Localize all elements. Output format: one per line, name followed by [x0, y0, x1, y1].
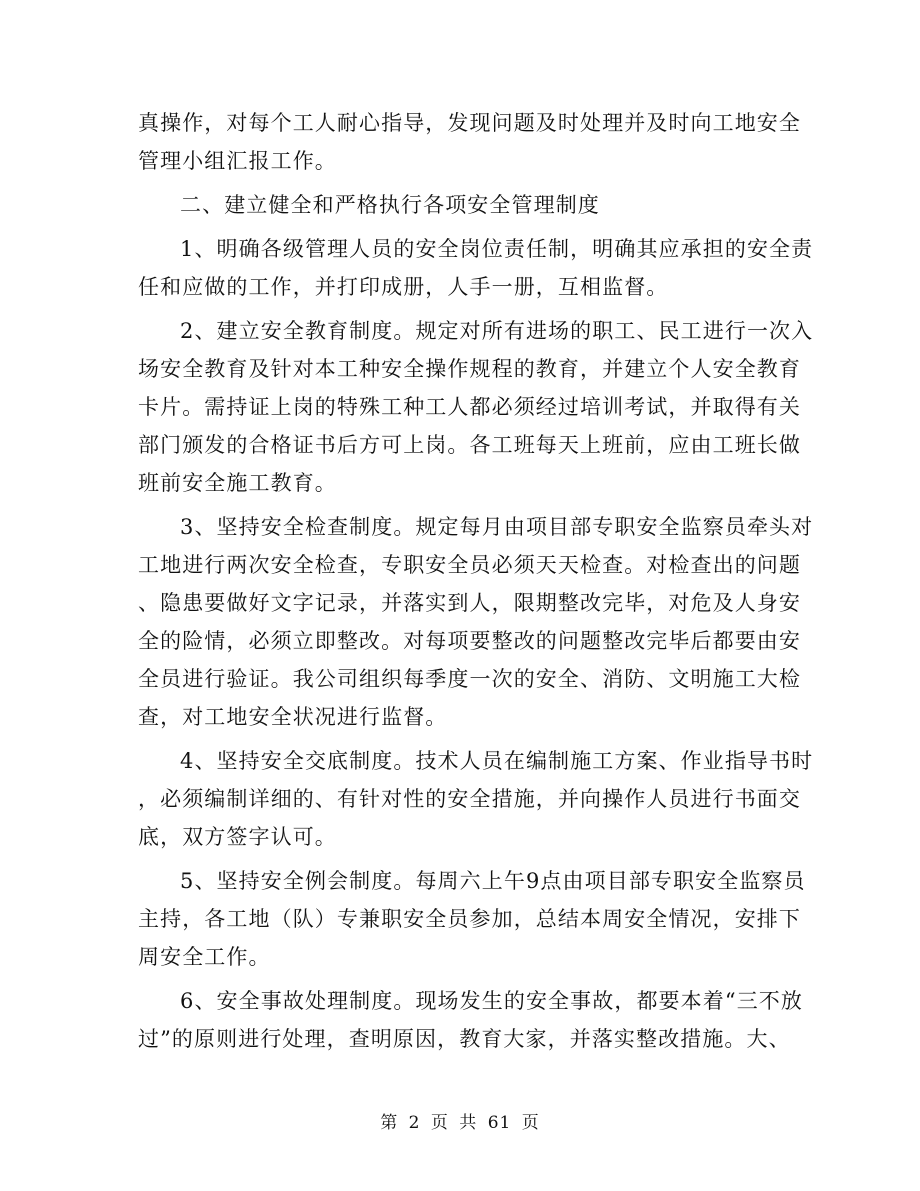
text-line: 场安全教育及针对本工种安全操作规程的教育，并建立个人安全教育 [138, 357, 801, 381]
text-line: 管理小组汇报工作。 [138, 149, 337, 173]
text-line: 部门颁发的合格证书后方可上岗。各工班每天上班前，应由工班长做 [138, 433, 801, 457]
text-line: 工地进行两次安全检查，专职安全员必须天天检查。对检查出的问题 [138, 553, 801, 577]
text-line: 任和应做的工作，并打印成册，人手一册，互相监督。 [138, 275, 669, 299]
text-line: 全员进行验证。我公司组织每季度一次的安全、消防、文明施工大检 [138, 667, 801, 691]
text-line: 底，双方签字认可。 [138, 825, 337, 849]
text-line: 卡片。需持证上岗的特殊工种工人都必须经过培训考试，并取得有关 [138, 395, 801, 419]
text-line: 全的险情，必须立即整改。对每项要整改的问题整改完毕后都要由安 [138, 629, 801, 653]
text-line: ，必须编制详细的、有针对性的安全措施，并向操作人员进行书面交 [138, 787, 801, 811]
page-number: 第 2 页 共 61 页 [380, 1113, 540, 1133]
section-heading: 二、建立健全和严格执行各项安全管理制度 [180, 193, 600, 217]
text-line: 1、明确各级管理人员的安全岗位责任制，明确其应承担的安全责 [180, 237, 814, 261]
text-line: 4、坚持安全交底制度。技术人员在编制施工方案、作业指导书时 [180, 749, 814, 773]
text-line: 查，对工地安全状况进行监督。 [138, 705, 448, 729]
text-line: 5、坚持安全例会制度。每周六上午9点由项目部专职安全监察员 [180, 869, 806, 893]
text-line: 3、坚持安全检查制度。规定每月由项目部专职安全监察员牵头对 [180, 515, 814, 539]
text-line: 过”的原则进行处理，查明原因，教育大家，并落实整改措施。大、 [138, 1027, 791, 1051]
text-line: 6、安全事故处理制度。现场发生的安全事故，都要本着“三不放 [180, 989, 803, 1013]
text-line: 主持，各工地（队）专兼职安全员参加，总结本周安全情况，安排下 [138, 907, 801, 931]
text-line: 班前安全施工教育。 [138, 471, 337, 495]
text-line: 周安全工作。 [138, 945, 271, 969]
text-line: 、隐患要做好文字记录，并落实到人，限期整改完毕，对危及人身安 [138, 591, 801, 615]
text-line: 2、建立安全教育制度。规定对所有进场的职工、民工进行一次入 [180, 319, 814, 343]
text-line: 真操作，对每个工人耐心指导，发现问题及时处理并及时向工地安全 [138, 111, 801, 135]
